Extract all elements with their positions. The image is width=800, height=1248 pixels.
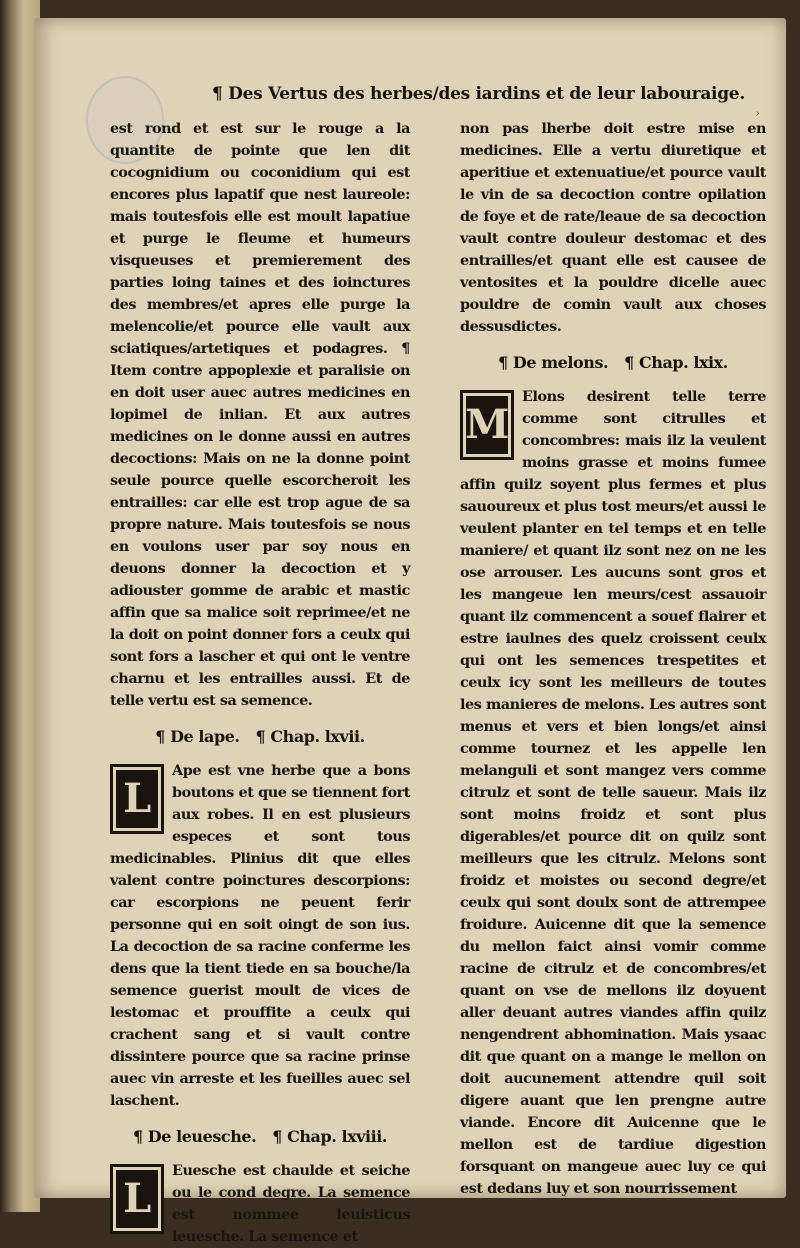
paragraph-melons xyxy=(460,386,766,1200)
decorated-initial: L xyxy=(110,764,164,834)
section-title: ¶ De melons. xyxy=(498,353,609,372)
decorated-initial: L xyxy=(110,1164,164,1234)
chapter-number: ¶ Chap. lxix. xyxy=(624,353,728,372)
paragraph-leuesche xyxy=(110,1160,410,1248)
section-text: Ape est vne herbe que a bons boutons et que se tiennent fort aux robes. Il en est plusieurs especes et sont tous medicinables. Plinius dit que elles valent contre poinctures descorpions: car escorpions ne peuent ferir personne qui en soit oingt de son ius. La decoction de sa racine conferme les dens que la tient tiede en sa bouche/la semence guerist moult de vices de lestomac et prouffite a ceulx qui crachent sang et si vault contre dissintere pource que sa racine prinse auec vin arreste et les fueilles auec sel laschent. xyxy=(110,762,410,1109)
section-text: Euesche est chaulde et seiche ou le cond degre. La semence est nommee leuisticus leuesche. La semence et xyxy=(172,1162,410,1245)
chapter-number: ¶ Chap. lxviii. xyxy=(272,1127,388,1146)
margin-marker: › xyxy=(755,106,760,120)
section-heading-lappe xyxy=(110,726,410,748)
paragraph-continued: non pas lherbe doit estre mise en medicines. Elle a vertu diuretique et aperitiue et extenuatiue/et pource vault le vin de sa decoction contre opilation de foye et de rate/leaue de sa decoction vault contre douleur destomac et des entrailles/et quant elle est causee de ventosites et la pouldre dicelle auec pouldre de comin vault aux choses dessusdictes. xyxy=(460,120,766,335)
section-title: ¶ De leuesche. xyxy=(132,1127,257,1146)
left-column xyxy=(110,118,410,1248)
paragraph-continued: est rond et est sur le rouge a la quantite de pointe que len dit cocognidium ou coconidium qui est encores plus lapatif que nest laureole: mais toutesfois elle est moult lapatiue et purge le fleume et humeurs visqueuses et premierement des parties loing taines et des ioinctures des membres/et apres elle purge la melencolie/et pource elle vault aux sciatiques/artetiques et podagres. ¶ Item contre appoplexie et paralisie on en doit user auec autres medicines en lopimel de inlian. Et aux autres medicines on le donne aussi en autres decoctions: Mais on ne la donne point seule pource quelle escorcheroit les entrailles: car elle est trop ague de sa propre nature. Mais toutesfois se nous en voulons user par soy nous en deuons donner la decoction et y adiouster gomme de arabic et mastic affin que sa malice soit reprimee/et ne la doit on point donner fors a ceulx qui sont fors a lascher et qui ont le ventre charnu et les entrailles aussi. Et de telle vertu est sa semence. xyxy=(110,120,410,709)
section-heading-melons xyxy=(460,352,766,374)
chapter-number: ¶ Chap. lxvii. xyxy=(255,727,365,746)
running-head: ¶ Des Vertus des herbes/des iardins et de leur labouraige. xyxy=(212,84,745,104)
decorated-initial: M xyxy=(460,390,514,460)
section-heading-leuesche xyxy=(110,1126,410,1148)
section-text: Elons desirent telle terre comme sont citrulles et concombres: mais ilz la veulent moins grasse et moins fumee affin quilz soyent plus fermes et plus sauoureux et plus tost meurs/et aussi le veulent planter en tel temps et en telle maniere/ et quant ilz sont nez on ne les ose arrouser. Les aucuns sont gros et les mangeue len meurs/cest assauoir quant ilz commencent a souef flairer et estre iaulnes des quelz croissent ceulx qui ont les semences trespetites et ceulx icy sont les meilleurs de toutes les manieres de melons. Les autres sont menus et vers et bien longs/et ainsi comme tournez et les appelle len melanguli et sont mangez vers comme citrulz et sont de telle saueur. Mais ilz sont moins froidz et sont plus digerables/et pource dit on quilz sont meilleurs que les citrulz. Melons sont froidz et moistes ou second degre/et ceulx qui sont doulx sont de attrempee froidure. Auicenne dit que la semence du mellon faict ainsi vomir comme racine de citrulz et de concombres/et quant on vse de mellons ilz doyuent aller deuant autres viandes affin quilz nengendrent abhomination. Mais ysaac dit que quant on a mange le mellon on doit aucunement attendre quil soit digere auant que len prengne autre viande. Encore dit Auicenne que le mellon est de tardiue digestion forsquant on mangeue auec luy ce qui est dedans luy et son nourrissement xyxy=(460,388,766,1197)
paragraph-lappe xyxy=(110,760,410,1112)
section-title: ¶ De lape. xyxy=(155,727,240,746)
right-column xyxy=(460,118,766,1200)
